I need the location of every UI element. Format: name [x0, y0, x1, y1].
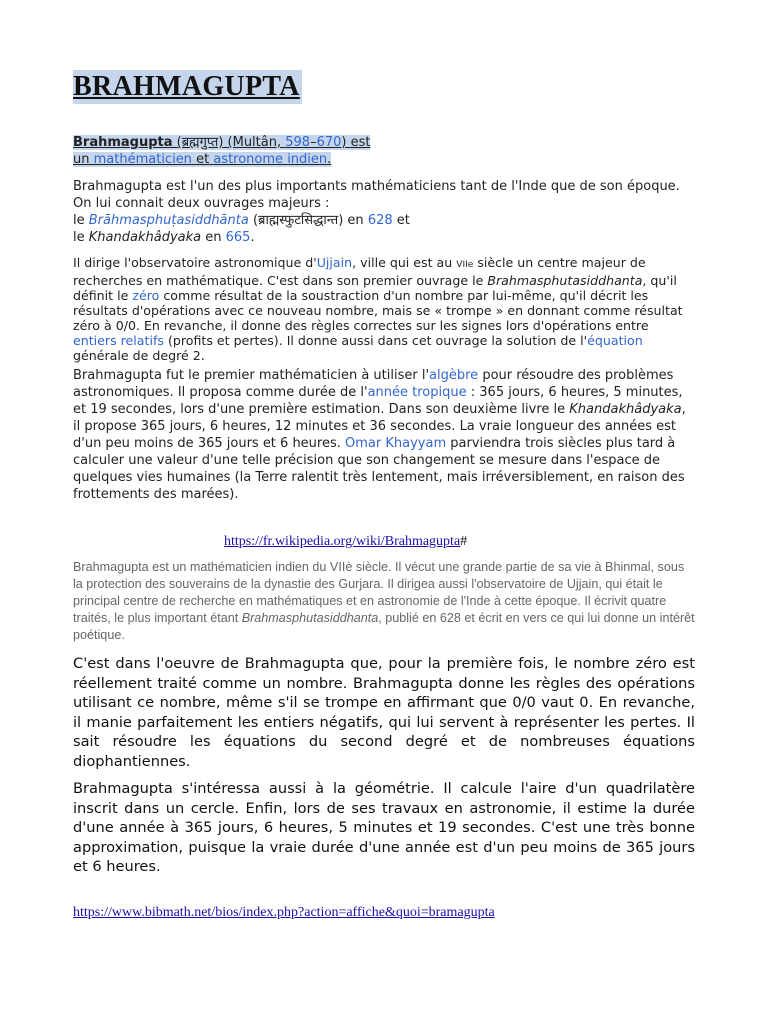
p3-t3: : 365 jours, 6 heures, 5 minutes, et 19 secondes, lors d'une première estimation. Dans son deuxième livre le [73, 385, 683, 417]
p2-century: VIIe [456, 260, 474, 270]
p2-t4: , qu'il définit le [73, 273, 677, 303]
source-url-bibmath [73, 905, 495, 921]
p2-t1: Il dirige l'observatoire astronomique d' [73, 255, 317, 270]
lead-dash: – [310, 135, 317, 150]
grey-t2: , publié en 628 et écrit en vers ce qui lui donne un intérêt poétique. [73, 611, 695, 642]
link-astronome[interactable]: astronome [213, 152, 284, 167]
link-brahmasphutasiddhanta[interactable]: Brāhmasphuṭasiddhānta [88, 213, 249, 228]
source-url-wikipedia [224, 534, 467, 550]
p2-t2: , ville qui est au [352, 255, 453, 270]
wikipedia-link[interactable]: https://fr.wikipedia.org/wiki/Brahmagupta [224, 534, 461, 549]
p1-en2: en [205, 230, 222, 245]
p1-en1: en [347, 213, 364, 228]
p1-line1: Brahmagupta est l'un des plus importants mathématiciens tant de l'Inde que de son époque. On lui connait deux ouvrages majeurs : [73, 179, 680, 211]
p1-period: . [250, 230, 255, 245]
lead-devanagari: (ब्रह्मगुप्त) [176, 135, 224, 150]
lead-highlight-line1 [73, 135, 370, 150]
paragraph-algebra [73, 367, 695, 503]
p2-t6: (profits et pertes). Il donne aussi dans cet ouvrage la solution de l' [167, 333, 588, 348]
lead-close: ) est [341, 135, 371, 150]
link-omar-khayyam[interactable]: Omar Khayyam [345, 436, 447, 451]
paragraph-grey-quote [73, 559, 695, 644]
page-title: BRAHMAGUPTA [73, 71, 300, 102]
link-628[interactable]: 628 [367, 213, 393, 228]
p1-et: et [396, 213, 410, 228]
p2-t3: siècle un centre majeur de recherches en mathématique. C'est dans son premier ouvrage le [73, 255, 646, 288]
p3-work: Khandakhâdyaka [569, 402, 682, 417]
paragraph-works [73, 178, 695, 246]
link-entiers-relatifs[interactable]: entiers relatifs [73, 333, 164, 348]
link-indien[interactable]: indien [287, 152, 328, 167]
link-665[interactable]: 665 [225, 230, 251, 245]
paragraph-zero: C'est dans l'oeuvre de Brahmagupta que, pour la première fois, le nombre zéro est réellement traité comme un nombre. Brahmagupta donne les règles des opérations utilisant ce nombre, même s'il se trompe en affirmant que 0/0 vaut 0. En revanche, il manie parfaitement les entiers négatifs, qui lui servent à représenter les pertes. Il sait résoudre les équations du second degré et de nombreuses équations diophantiennes. [73, 655, 695, 770]
link-mathematicien[interactable]: mathématicien [93, 152, 192, 167]
p3-t1: Brahmagupta fut le premier mathématicien à utiliser l' [73, 368, 430, 383]
link-annee-tropique[interactable]: année tropique [367, 385, 467, 400]
lead-un: un [73, 152, 90, 167]
link-algebre[interactable]: algèbre [429, 368, 479, 383]
p2-work: Brahmasphutasiddhanta [487, 273, 643, 288]
link-ujjain[interactable]: Ujjain [316, 255, 353, 270]
link-598[interactable]: 598 [285, 135, 311, 150]
p1-work2: Khandakhâdyaka [88, 230, 202, 245]
p2-t7: générale de degré 2. [73, 348, 205, 363]
lead-place: (Multân, [227, 135, 282, 150]
lead-et: et [196, 152, 210, 167]
link-equation[interactable]: équation [587, 333, 643, 348]
p1-work1-devanagari: (ब्राह्मस्फुटसिद्धान्त) [252, 213, 344, 228]
link-670[interactable]: 670 [316, 135, 342, 150]
paragraph-geometry: Brahmagupta s'intéressa aussi à la géométrie. Il calcule l'aire d'un quadrilatère inscrit dans un cercle. Enfin, lors de ses travaux en astronomie, il estime la durée d'une année à 365 jours, 6 heures, 5 minutes et 19 secondes. C'est une très bonne approximation, puisque la vraie durée d'une année est d'un peu moins de 365 jours et 6 heures. [73, 780, 695, 876]
lead-paragraph [73, 134, 453, 168]
p2-t5: comme résultat de la soustraction d'un nombre par lui-même, qu'il décrit les résultats d'opérations avec ce nouveau nombre, mais se « trompe » en donnant comme résultat zéro à 0/0. En revanche, il donne des règles correctes sur les signes lors d'opérations entre [73, 288, 683, 333]
grey-t1: Brahmagupta est un mathématicien indien du VIIè siècle. Il vécut une grande partie de sa vie à Bhinmal, sous la protection des souverains de la dynastie des Gurjara. Il dirigea aussi l'observatoire de Ujjain, qui était le principal centre de recherche en mathématiques et en astronomie de l'Inde à cette époque. Il écrivit quatre traités, le plus important étant [73, 560, 685, 625]
lead-period: . [327, 152, 332, 167]
p1-le2: le [73, 230, 85, 245]
lead-name: Brahmagupta [73, 135, 173, 150]
p1-le1: le [73, 213, 85, 228]
lead-highlight-line2 [73, 152, 331, 167]
url-hash: # [460, 534, 468, 549]
link-zero[interactable]: zéro [132, 288, 160, 303]
p3-t2: pour résoudre des problèmes astronomiques. Il proposa comme durée de l' [73, 368, 674, 400]
p3-t4: , il propose 365 jours, 6 heures, 12 minutes et 36 secondes. La vraie longueur des années est d'un peu moins de 365 jours et 6 heures. [73, 402, 686, 451]
p3-t5: parviendra trois siècles plus tard à calculer une valeur d'une telle précision que son changement se mesure dans l'espace de quelques vies humaines (la Terre ralentit très lentement, mais irréversiblement, en raison des frottements des marées). [73, 436, 685, 502]
bibmath-link[interactable]: https://www.bibmath.net/bios/index.php?action=affiche&quoi=bramagupta [73, 905, 495, 920]
paragraph-observatory [73, 255, 695, 363]
grey-work: Brahmasphutasiddhanta [241, 611, 379, 625]
